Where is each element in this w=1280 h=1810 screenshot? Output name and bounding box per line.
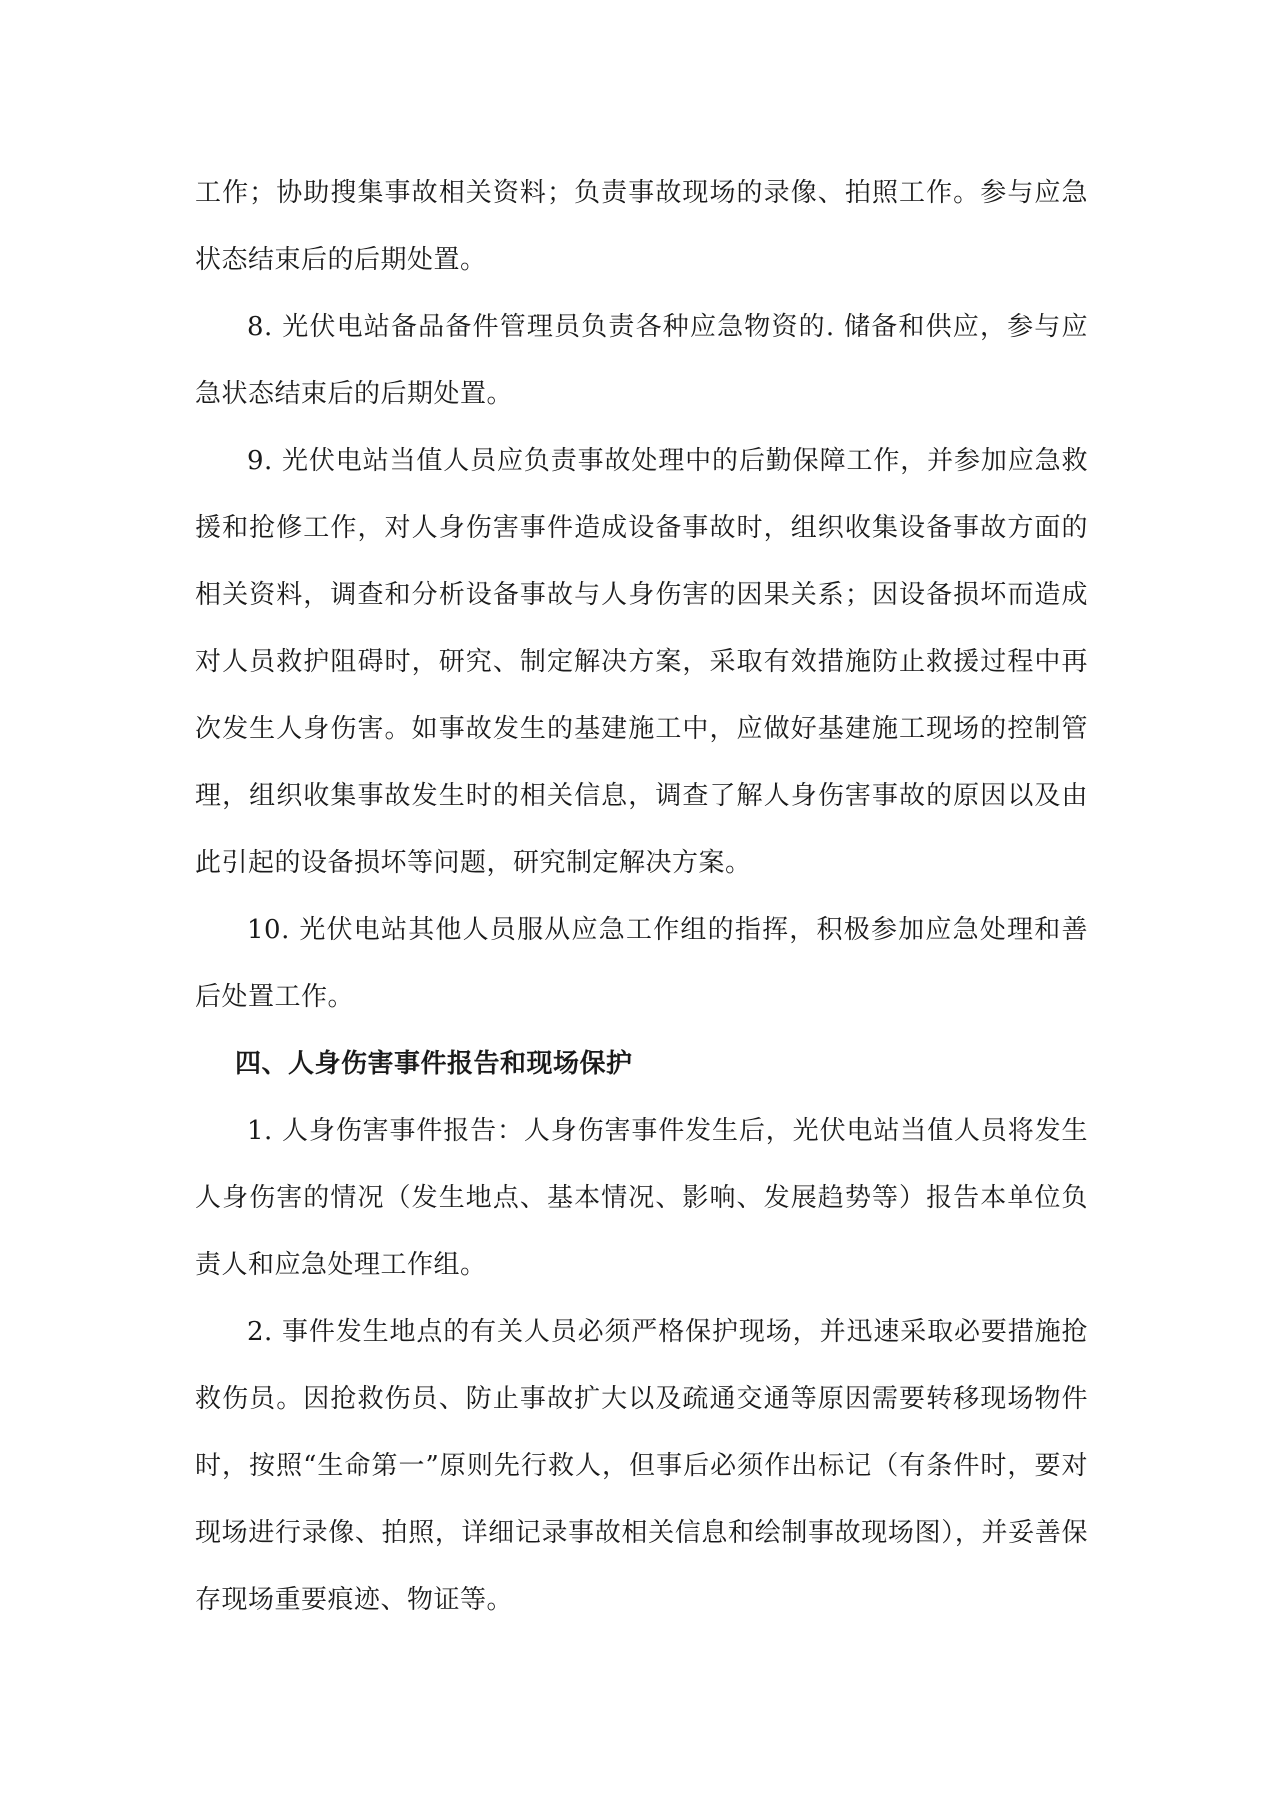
paragraph-item-8: 8. 光伏电站备品备件管理员负责各种应急物资的. 储备和供应，参与应急状态结束后的后期处置。: [195, 312, 1088, 409]
section-heading: 四、人身伤害事件报告和现场保护: [235, 1049, 633, 1079]
paragraph-report-2: 2. 事件发生地点的有关人员必须严格保护现场，并迅速采取必要措施抢救伤员。因抢救伤员、防止事故扩大以及疏通交通等原因需要转移现场物件时，按照“生命第一”原则先行救人，但事后必须作出标记（有条件时，要对现场进行录像、拍照，详细记录事故相关信息和绘制事故现场图），并妥善保存现场重要痕迹、物证等。: [195, 1317, 1088, 1615]
paragraph-item-10: 10. 光伏电站其他人员服从应急工作组的指挥，积极参加应急处理和善后处置工作。: [195, 915, 1088, 1012]
paragraph-report-1: 1. 人身伤害事件报告：人身伤害事件发生后，光伏电站当值人员将发生人身伤害的情况（发生地点、基本情况、影响、发展趋势等）报告本单位负责人和应急处理工作组。: [195, 1116, 1088, 1280]
paragraph-item-9: 9. 光伏电站当值人员应负责事故处理中的后勤保障工作，并参加应急救援和抢修工作，对人身伤害事件造成设备事故时，组织收集设备事故方面的相关资料，调查和分析设备事故与人身伤害的因果关系；因设备损坏而造成对人员救护阻碍时，研究、制定解决方案，采取有效措施防止救援过程中再次发生人身伤害。如事故发生的基建施工中，应做好基建施工现场的控制管理，组织收集事故发生时的相关信息，调查了解人身伤害事故的原因以及由此引起的设备损坏等问题，研究制定解决方案。: [195, 446, 1088, 878]
paragraph-continuation: 工作；协助搜集事故相关资料；负责事故现场的录像、拍照工作。参与应急状态结束后的后期处置。: [195, 178, 1088, 275]
document-body: [195, 160, 1088, 1634]
